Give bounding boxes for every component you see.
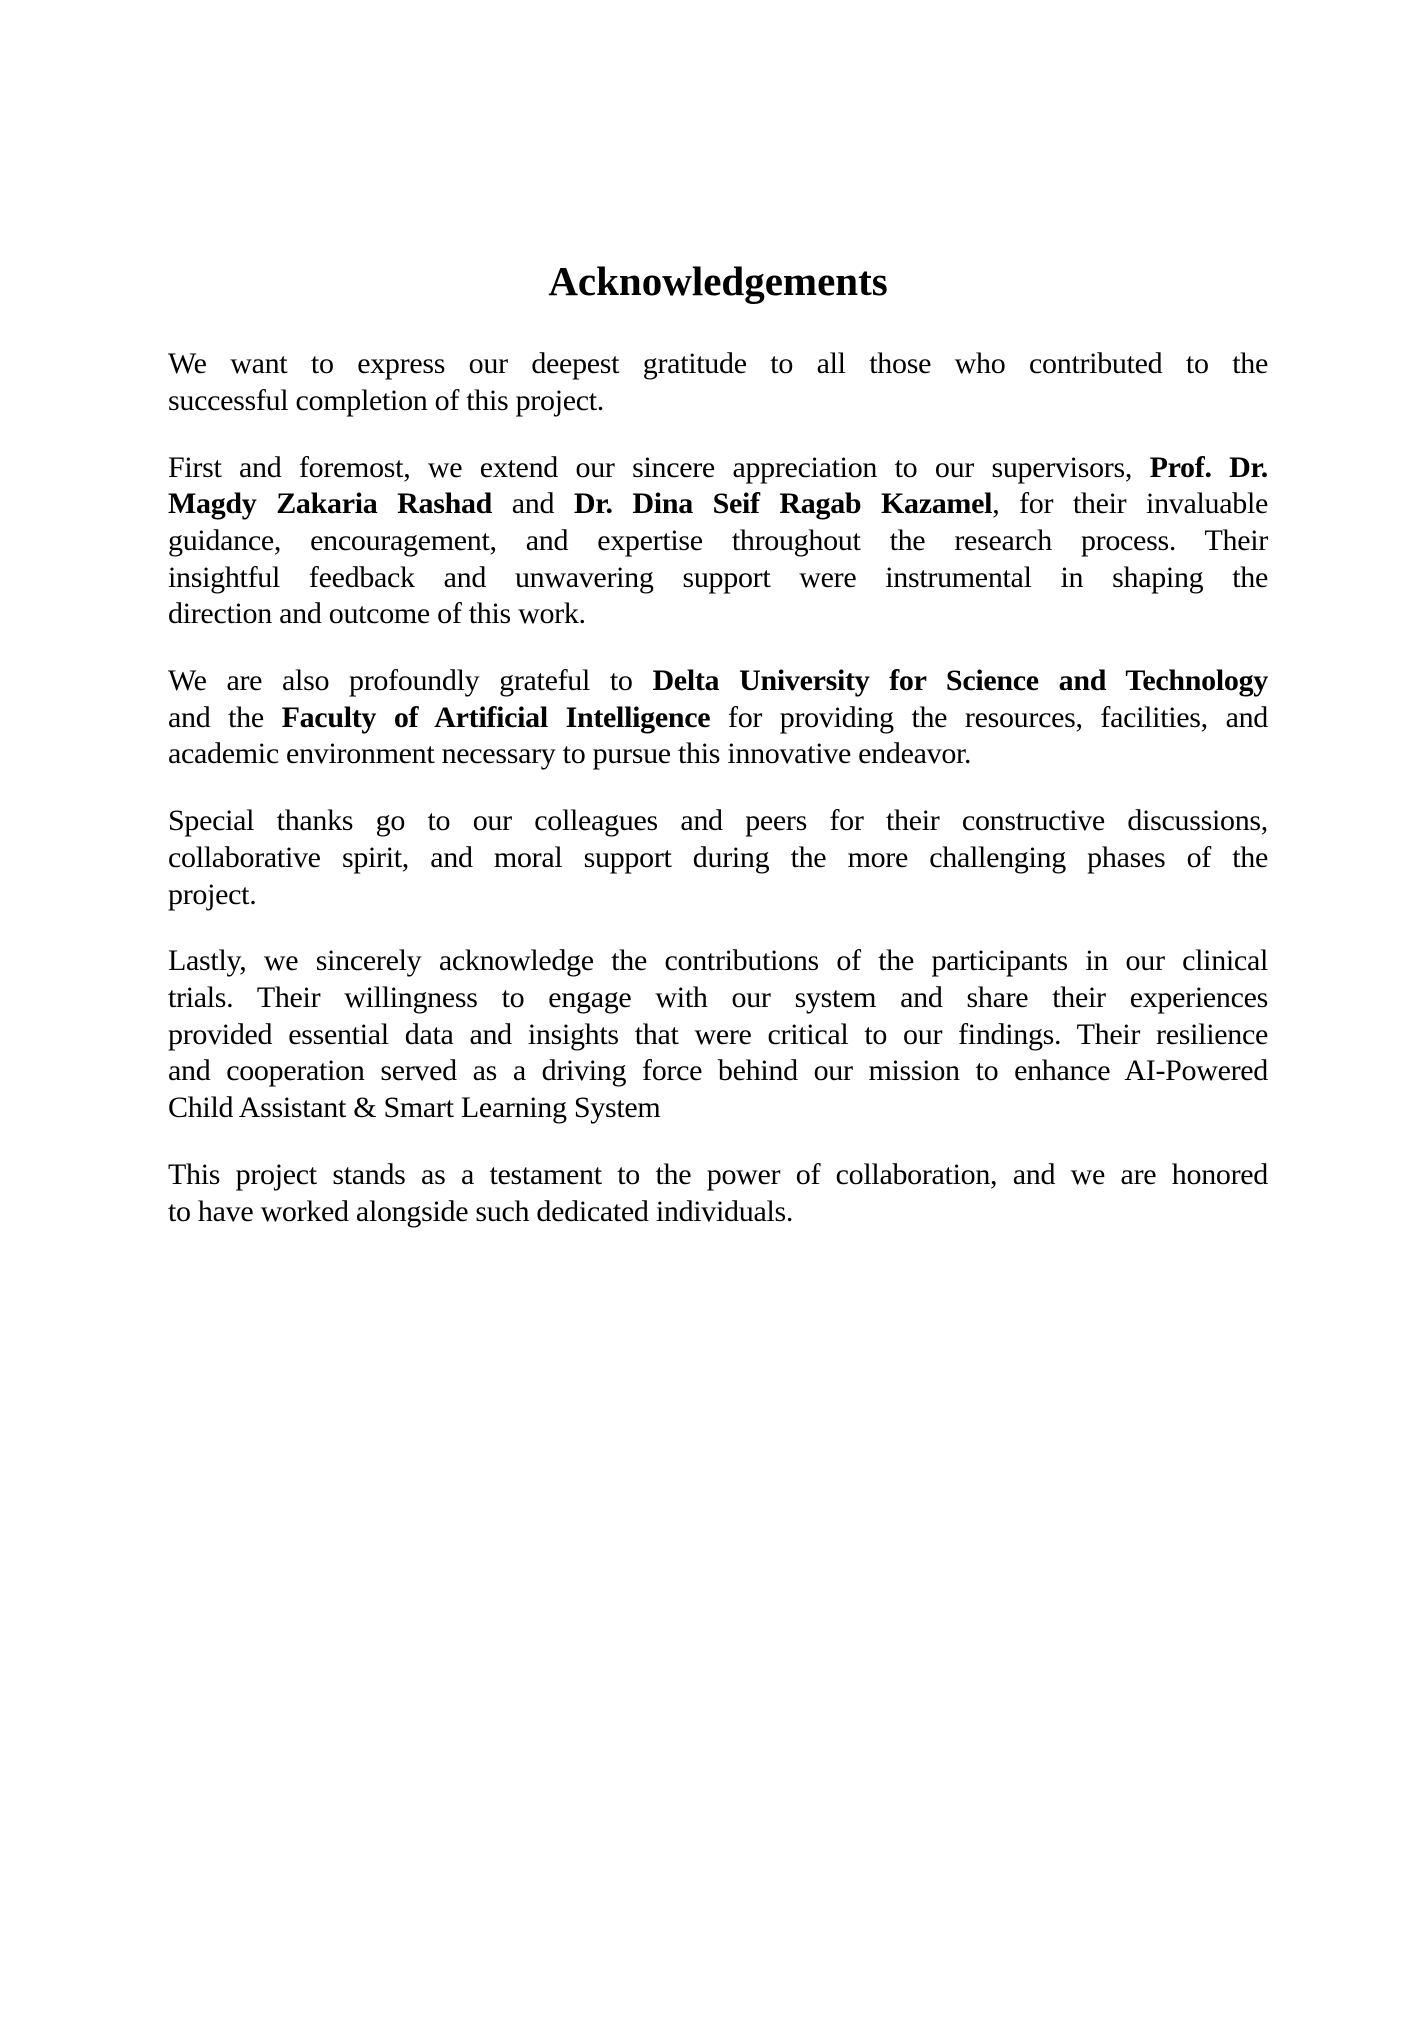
text-run: collaborative spirit, and moral support during the more challenging phases of the xyxy=(168,840,1268,874)
text-line xyxy=(168,383,1268,420)
text-line xyxy=(168,1157,1268,1194)
text-line xyxy=(168,450,1268,487)
text-line xyxy=(168,596,1268,633)
text-line xyxy=(168,1017,1268,1054)
paragraph xyxy=(168,803,1268,913)
paragraph xyxy=(168,346,1268,419)
bold-text-run: Dr. Dina Seif Ragab Kazamel xyxy=(573,487,993,521)
paragraph xyxy=(168,663,1268,773)
text-line xyxy=(168,803,1268,840)
text-run: First and foremost, we extend our sincere appreciation to our supervisors, xyxy=(168,450,1150,484)
bold-text-run: Prof. Dr. xyxy=(1149,450,1268,484)
text-run: to have worked alongside such dedicated individuals. xyxy=(168,1194,794,1228)
text-run: direction and outcome of this work. xyxy=(168,597,586,631)
text-line xyxy=(168,486,1268,523)
text-run: insightful feedback and unwavering support were instrumental in shaping the xyxy=(168,560,1268,594)
text-run: We want to express our deepest gratitude to all those who contributed to the xyxy=(168,347,1268,381)
text-run: successful completion of this project. xyxy=(168,383,604,417)
bold-text-run: Faculty of Artificial Intelligence xyxy=(281,700,711,734)
paragraph xyxy=(168,1157,1268,1230)
text-line xyxy=(168,736,1268,773)
text-run: project. xyxy=(168,877,257,911)
text-line xyxy=(168,1194,1268,1231)
text-run: and cooperation served as a driving force behind our mission to enhance AI-Powered xyxy=(168,1054,1268,1088)
text-line xyxy=(168,523,1268,560)
text-run: and the xyxy=(168,700,282,734)
bold-text-run: Delta University for Science and Technology xyxy=(652,664,1268,698)
text-line xyxy=(168,560,1268,597)
bold-text-run: Magdy Zakaria Rashad xyxy=(168,487,493,521)
paragraph xyxy=(168,450,1268,634)
text-run: and xyxy=(492,487,574,521)
text-run: We are also profoundly grateful to xyxy=(168,664,653,698)
text-run: academic environment necessary to pursue this innovative endeavor. xyxy=(168,737,972,771)
text-run: Special thanks go to our colleagues and peers for their constructive discussions, xyxy=(168,804,1268,838)
text-line xyxy=(168,840,1268,877)
text-run: provided essential data and insights that were critical to our findings. Their resilience xyxy=(168,1017,1268,1051)
text-line xyxy=(168,1090,1268,1127)
text-run: for providing the resources, facilities, and xyxy=(710,700,1268,734)
text-run: Child Assistant & Smart Learning System xyxy=(168,1091,661,1125)
text-line xyxy=(168,943,1268,980)
document-body xyxy=(168,346,1268,1230)
text-run: trials. Their willingness to engage with our system and share their experiences xyxy=(168,980,1268,1014)
text-line xyxy=(168,346,1268,383)
text-run: This project stands as a testament to the power of collaboration, and we are honored xyxy=(168,1157,1268,1191)
text-line xyxy=(168,700,1268,737)
text-line xyxy=(168,877,1268,914)
text-line xyxy=(168,1053,1268,1090)
text-line xyxy=(168,663,1268,700)
paragraph xyxy=(168,943,1268,1127)
page-title: Acknowledgements xyxy=(548,258,888,304)
text-line xyxy=(168,980,1268,1017)
text-run: Lastly, we sincerely acknowledge the contributions of the participants in our clinical xyxy=(168,944,1268,978)
text-run: guidance, encouragement, and expertise throughout the research process. Their xyxy=(168,523,1268,557)
text-run: , for their invaluable xyxy=(992,487,1268,521)
